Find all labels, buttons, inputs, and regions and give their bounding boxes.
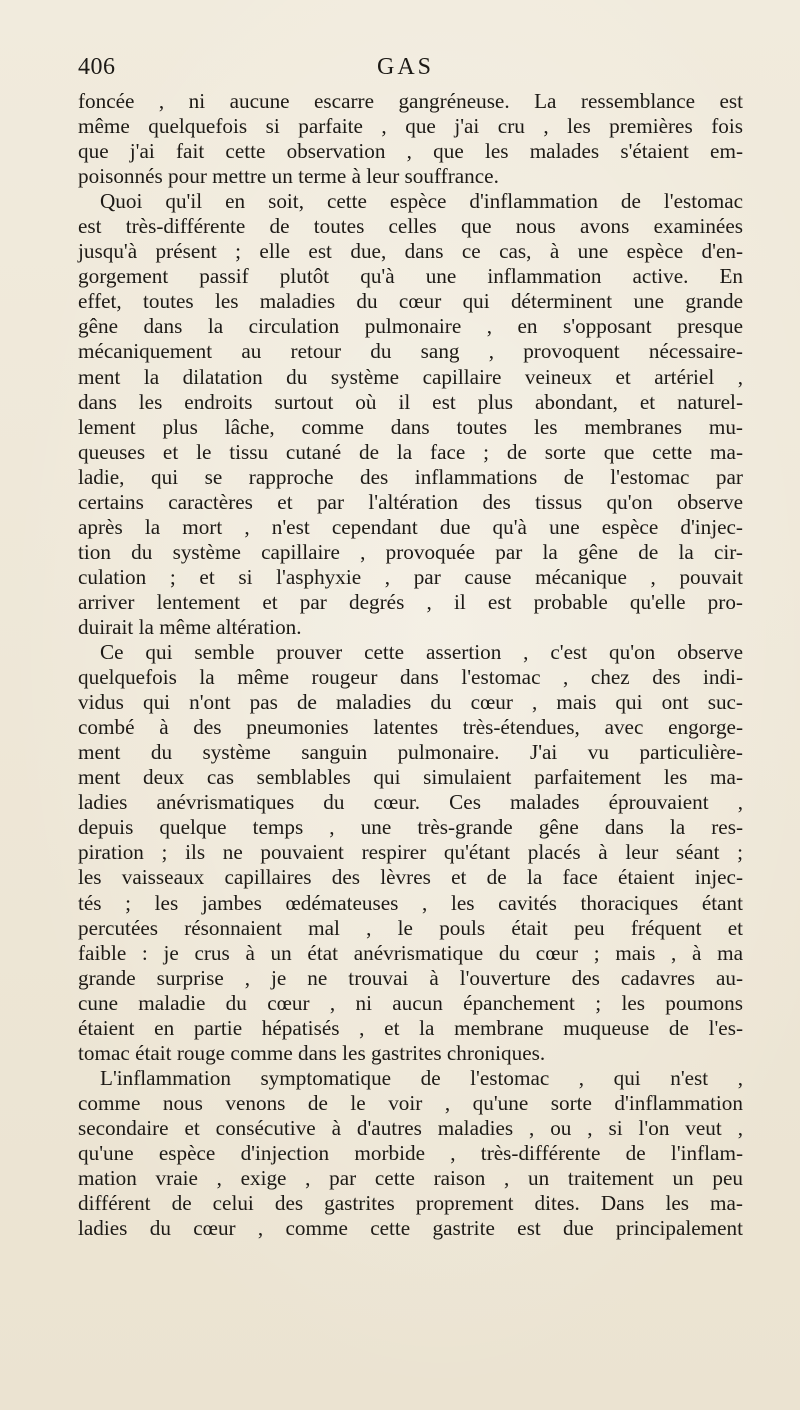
- text-line: combé à des pneumonies latentes très-étendues, avec engorge-: [78, 715, 743, 740]
- body-text: [78, 89, 743, 1241]
- text-line: que j'ai fait cette observation , que les malades s'étaient em-: [78, 139, 743, 164]
- text-line: effet, toutes les maladies du cœur qui déterminent une grande: [78, 289, 743, 314]
- text-line: gêne dans la circulation pulmonaire , en s'opposant presque: [78, 314, 743, 339]
- text-line: piration ; ils ne pouvaient respirer qu'étant placés à leur séant ;: [78, 840, 743, 865]
- text-line: duirait la même altération.: [78, 614, 302, 639]
- text-line: est très-différente de toutes celles que nous avons examinées: [78, 214, 743, 239]
- text-line: mation vraie , exige , par cette raison , un traitement un peu: [78, 1166, 743, 1191]
- text-line: après la mort , n'est cependant due qu'à une espèce d'injec-: [78, 514, 743, 539]
- text-line: ment du système sanguin pulmonaire. J'ai vu particulière-: [78, 740, 743, 765]
- text-line: mécaniquement au retour du sang , provoquent nécessaire-: [78, 339, 743, 364]
- text-line: secondaire et consécutive à d'autres maladies , ou , si l'on veut ,: [78, 1115, 743, 1140]
- text-line: grande surprise , je ne trouvai à l'ouverture des cadavres au-: [78, 965, 743, 990]
- text-line: différent de celui des gastrites proprement dites. Dans les ma-: [78, 1191, 743, 1216]
- text-line: ladies du cœur , comme cette gastrite est due principalement: [78, 1216, 743, 1241]
- page-number: 406: [78, 54, 116, 80]
- text-line: étaient en partie hépatisés , et la membrane muqueuse de l'es-: [78, 1015, 743, 1040]
- text-line: jusqu'à présent ; elle est due, dans ce cas, à une espèce d'en-: [78, 239, 743, 264]
- text-line: cune maladie du cœur , ni aucun épanchement ; les poumons: [78, 990, 743, 1015]
- text-line: quelquefois la même rougeur dans l'estomac , chez des indi-: [78, 665, 743, 690]
- text-line: tion du système capillaire , provoquée par la gêne de la cir-: [78, 539, 743, 564]
- text-line: vidus qui n'ont pas de maladies du cœur , mais qui ont suc-: [78, 690, 743, 715]
- text-line: poisonnés pour mettre un terme à leur souffrance.: [78, 164, 499, 189]
- text-line: queuses et le tissu cutané de la face ; de sorte que cette ma-: [78, 439, 743, 464]
- text-line: arriver lentement et par degrés , il est probable qu'elle pro-: [78, 589, 743, 614]
- text-line: faible : je crus à un état anévrismatique du cœur ; mais , à ma: [78, 940, 743, 965]
- text-line: percutées résonnaient mal , le pouls était peu fréquent et: [78, 915, 743, 940]
- text-line: même quelquefois si parfaite , que j'ai cru , les premières fois: [78, 114, 743, 139]
- text-line: culation ; et si l'asphyxie , par cause mécanique , pouvait: [78, 564, 743, 589]
- page-header: [78, 54, 740, 88]
- text-line: ladie, qui se rapproche des inflammations de l'estomac par: [78, 464, 743, 489]
- text-line: qu'une espèce d'injection morbide , très-différente de l'inflam-: [78, 1140, 743, 1165]
- text-line: depuis quelque temps , une très-grande gêne dans la res-: [78, 815, 743, 840]
- text-line: les vaisseaux capillaires des lèvres et de la face étaient injec-: [78, 865, 743, 890]
- running-head: GAS: [377, 54, 435, 80]
- text-line: foncée , ni aucune escarre gangréneuse. La ressemblance est: [78, 89, 743, 113]
- text-line: tés ; les jambes œdémateuses , les cavités thoraciques étant: [78, 890, 743, 915]
- text-line: dans les endroits surtout où il est plus abondant, et naturel-: [78, 389, 743, 414]
- text-line: comme nous venons de le voir , qu'une sorte d'inflammation: [78, 1090, 743, 1115]
- text-line: gorgement passif plutôt qu'à une inflammation active. En: [78, 264, 743, 289]
- text-line: lement plus lâche, comme dans toutes les membranes mu-: [78, 414, 743, 439]
- text-line: tomac était rouge comme dans les gastrites chroniques.: [78, 1040, 546, 1065]
- text-line: ment deux cas semblables qui simulaient parfaitement les ma-: [78, 765, 743, 790]
- text-line: L'inflammation symptomatique de l'estomac , qui n'est ,: [100, 1065, 743, 1090]
- text-line: Quoi qu'il en soit, cette espèce d'inflammation de l'estomac: [100, 189, 743, 214]
- text-line: certains caractères et par l'altération des tissus qu'on observe: [78, 489, 743, 514]
- text-line: Ce qui semble prouver cette assertion , c'est qu'on observe: [100, 640, 743, 665]
- text-line: ment la dilatation du système capillaire veineux et artériel ,: [78, 364, 743, 389]
- text-line: ladies anévrismatiques du cœur. Ces malades éprouvaient ,: [78, 790, 743, 815]
